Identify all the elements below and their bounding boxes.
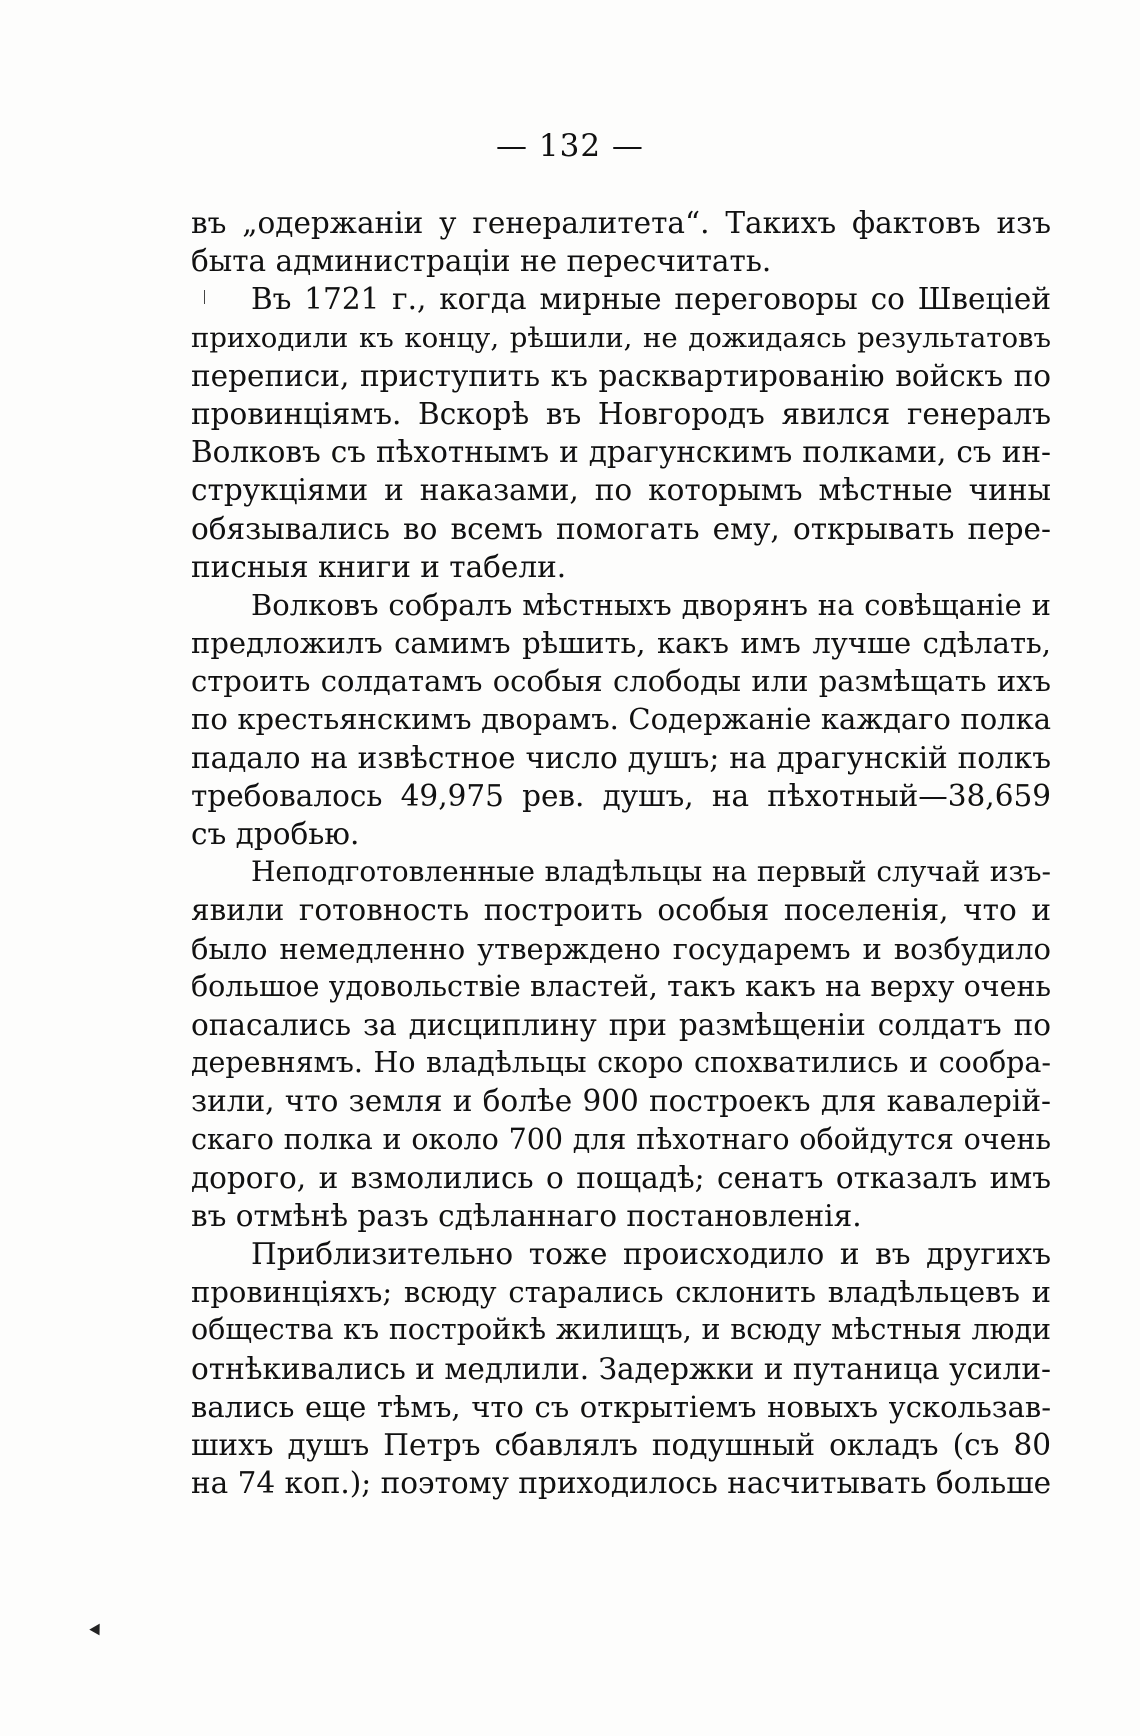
text-line: падало на извѣстное число душъ; на драгунскій полкъ <box>191 740 1051 775</box>
text-line: зили, что земля и болѣе 900 построекъ для кавалерій- <box>191 1084 1051 1119</box>
margin-mark <box>89 1624 104 1639</box>
text-line: обязывались во всемъ помогать ему, открывать пере- <box>191 511 1051 546</box>
text-line: было немедленно утверждено государемъ и возбудило <box>191 931 1051 966</box>
text-line: съ дробью. <box>191 817 360 851</box>
text-line: быта администраціи не пересчитать. <box>191 244 772 279</box>
text-line: Волковъ собралъ мѣстныхъ дворянъ на совѣщаніе и <box>251 587 1051 622</box>
text-line: отнѣкивались и медлили. Задержки и путаница усили- <box>191 1351 1051 1386</box>
text-line: деревнямъ. Но владѣльцы скоро спохватились и сообра- <box>191 1046 1051 1080</box>
text-line: Приблизительно тоже происходило и въ другихъ <box>251 1237 1051 1272</box>
text-line: вались еще тѣмъ, что съ открытіемъ новыхъ ускользав- <box>191 1389 1051 1424</box>
body-text <box>191 204 1051 1502</box>
text-line: на 74 коп.); поэтому приходилось насчитывать больше <box>191 1466 1051 1501</box>
text-line: провинціяхъ; всюду старались склонить владѣльцевъ и <box>191 1275 1051 1310</box>
text-line: явили готовность построить особыя поселенія, что и <box>191 893 1051 928</box>
page-number: — 132 — <box>496 128 644 164</box>
text-line: шихъ душъ Петръ сбавлялъ подушный окладъ (съ 80 <box>191 1428 1051 1462</box>
text-line: строить солдатамъ особыя слободы или размѣщать ихъ <box>191 664 1051 699</box>
text-line: струкціями и наказами, по которымъ мѣстные чины <box>191 473 1051 508</box>
text-line: скаго полка и около 700 для пѣхотнаго обойдутся очень <box>191 1122 1051 1156</box>
text-line: переписи, приступить къ расквартированію войскъ по <box>191 358 1051 393</box>
text-line: опасались за дисциплину при размѣщеніи солдатъ по <box>191 1007 1051 1042</box>
text-line: въ отмѣнѣ разъ сдѣланнаго постановленія. <box>191 1198 862 1233</box>
text-line: въ „одержаніи у генералитета“. Такихъ фактовъ изъ <box>191 206 1051 240</box>
text-line: общества къ постройкѣ жилищъ, и всюду мѣстныя люди <box>191 1313 1051 1347</box>
text-line: провинціямъ. Вскорѣ въ Новгородъ явился генералъ <box>191 396 1051 431</box>
text-line: большое удовольствіе властей, такъ какъ на верху очень <box>191 969 1051 1003</box>
text-line: дорого, и взмолились о пощадѣ; сенатъ отказалъ имъ <box>191 1160 1051 1195</box>
text-line: требовалось 49,975 рев. душъ, на пѣхотный—38,659 <box>191 778 1051 813</box>
text-line: Неподготовленные владѣльцы на первый случай изъ- <box>251 855 1051 889</box>
text-line: предложилъ самимъ рѣшить, какъ имъ лучше сдѣлать, <box>191 626 1051 661</box>
text-line: писныя книги и табели. <box>191 549 567 584</box>
text-line: приходили къ концу, рѣшили, не дожидаясь результатовъ <box>191 321 1051 354</box>
text-line: по крестьянскимъ дворамъ. Содержаніе каждаго полка <box>191 702 1051 737</box>
text-line: Волковъ съ пѣхотнымъ и драгунскимъ полками, съ ин- <box>191 435 1051 470</box>
text-line: Въ 1721 г., когда мирные переговоры со Швеціей <box>251 282 1051 317</box>
